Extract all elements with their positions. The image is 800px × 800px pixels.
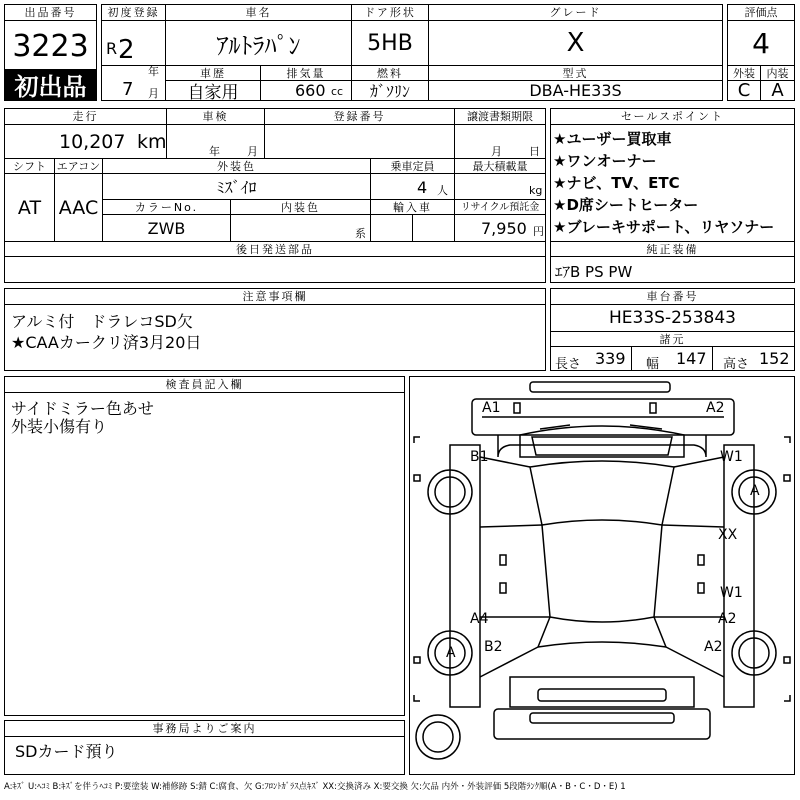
damage-label-a2-top: A2 (706, 400, 725, 416)
transfer-header: 譲渡書類期限 (455, 109, 545, 125)
transfer-month-unit: 月 (491, 145, 502, 158)
office-box (4, 720, 405, 775)
model-header: 型式 (429, 65, 722, 81)
inspector-box (4, 376, 405, 716)
sales-point-item: ★D席シートヒーター (553, 196, 699, 214)
length-value: 339 (595, 349, 626, 368)
shift: AT (5, 174, 55, 241)
capacity-unit: 人 (437, 184, 448, 197)
middle-grid (4, 108, 546, 283)
height-value: 152 (759, 349, 790, 368)
door-header: ドア形状 (352, 5, 429, 21)
capacity-cell (371, 174, 455, 199)
height-cell (713, 347, 794, 370)
import-header: 輸入車 (371, 199, 455, 215)
reg-header: 初度登録 (102, 5, 166, 21)
int-color-cell (231, 215, 371, 241)
disp-header: 排気量 (261, 65, 352, 81)
damage-label-w1-top: W1 (720, 449, 743, 465)
regno-header: 登録番号 (265, 109, 455, 125)
damage-label-a-right: A (750, 483, 760, 499)
recycle-header: リサイクル預託金 (455, 199, 545, 215)
int-color-header: 内装色 (231, 199, 371, 215)
damage-label-b1: B1 (470, 449, 489, 465)
lot-number: 3223 (12, 28, 89, 64)
mileage-header: 走行 (5, 109, 167, 125)
damage-label-a2-bottom: A2 (704, 639, 723, 655)
era: R (106, 39, 118, 58)
load-unit: kg (529, 184, 543, 197)
regno-cell (265, 125, 455, 158)
sales-point-item: ★ブレーキサポート、リヤソナー (553, 218, 775, 236)
spec-header: 諸元 (551, 331, 794, 347)
shift-header: シフト (5, 158, 55, 174)
length-label: 長さ (555, 357, 582, 372)
top-grid (101, 4, 723, 101)
ac: AAC (55, 174, 103, 241)
height-label: 高さ (723, 357, 750, 372)
sales-point-item: ★ナビ、TV、ETC (553, 174, 680, 192)
damage-label-a4: A4 (470, 611, 489, 627)
history-header: 車歴 (166, 65, 261, 81)
width-value: 147 (676, 349, 707, 368)
ext-grade: C (728, 81, 761, 100)
chassis-header: 車台番号 (551, 289, 794, 305)
grade-header: グレード (429, 5, 722, 21)
score-box (727, 4, 795, 101)
inspection-cell (167, 125, 265, 158)
reg-month: 7 (122, 79, 134, 100)
car-diagram (410, 377, 794, 774)
length-cell (551, 347, 632, 370)
mileage-cell (5, 125, 167, 158)
recycle-cell (455, 215, 545, 241)
reg-cell (102, 21, 166, 100)
damage-label-a-left: A (446, 645, 456, 661)
damage-label-w1-mid: W1 (720, 585, 743, 601)
name-header: 車名 (166, 5, 352, 21)
ext-color-header: 外装色 (103, 158, 371, 174)
int-header: 内装 (761, 65, 794, 81)
history: 自家用 (166, 81, 261, 100)
car-name: ｱﾙﾄﾗﾊﾟﾝ (166, 21, 352, 65)
reg-year: 2 (118, 35, 135, 65)
equipment-header: 純正装備 (551, 241, 794, 257)
inspection-header: 車検 (167, 109, 265, 125)
chassis-number: HE33S-253843 (609, 308, 736, 328)
sales-points-header: セールスポイント (551, 109, 794, 125)
grade: X (566, 28, 585, 58)
displacement-cell (261, 81, 352, 100)
score-header: 評価点 (728, 5, 794, 21)
fuel-header: 燃料 (352, 65, 429, 81)
import-cell (371, 215, 455, 241)
notes-line-1: アルミ付 ドラレコSD欠 (11, 312, 193, 331)
color-no-header: カラーNo. (103, 199, 231, 215)
width-cell (632, 347, 713, 370)
capacity: 4 (417, 178, 428, 197)
lot-box (4, 4, 97, 101)
width-label: 幅 (646, 357, 660, 372)
fuel: ｶﾞｿﾘﾝ (352, 81, 429, 100)
damage-label-a1: A1 (482, 400, 501, 416)
sales-point-item: ★ユーザー買取車 (553, 130, 672, 148)
first-listing-badge: 初出品 (5, 69, 96, 100)
recycle: 7,950 (481, 219, 527, 238)
office-note: SDカード預り (15, 742, 118, 761)
color-no: ZWB (103, 215, 231, 241)
mileage: 10,207 (59, 131, 126, 153)
month-unit: 月 (148, 87, 159, 100)
int-grade: A (771, 80, 784, 101)
office-header: 事務局よりご案内 (5, 721, 404, 737)
mileage-unit: km (137, 131, 167, 153)
inspector-line-2: 外装小傷有り (11, 417, 108, 436)
ext-color: ﾐｽﾞｲﾛ (103, 174, 371, 199)
damage-label-b2: B2 (484, 639, 503, 655)
capacity-header: 乗車定員 (371, 158, 455, 174)
year-unit: 年 (148, 65, 159, 78)
sales-point-item: ★ワンオーナー (553, 152, 657, 170)
transfer-cell (455, 125, 545, 158)
chassis-box (550, 288, 795, 371)
load-cell (455, 174, 545, 199)
damage-label-xx: XX (718, 527, 738, 543)
ext-header: 外装 (728, 65, 761, 81)
int-color-unit: 系 (355, 227, 366, 240)
score: 4 (752, 26, 770, 60)
recycle-unit: 円 (533, 225, 544, 238)
load-header: 最大積載量 (455, 158, 545, 174)
later-parts-value (5, 257, 545, 282)
transfer-day-unit: 日 (529, 145, 540, 158)
inspector-header: 検査員記入欄 (5, 377, 404, 393)
notes-box (4, 288, 546, 371)
disp-unit: cc (331, 85, 344, 98)
sales-points-list (553, 128, 794, 238)
insp-month-unit: 月 (247, 145, 258, 158)
notes-line-2: ★CAAカークリ済3月20日 (11, 333, 202, 352)
legend: A:ｷｽﾞ U:ﾍｺﾐ B:ｷｽﾞを伴うﾍｺﾐ P:要塗装 W:補修跡 S:錆 C:腐食、欠 G:ﾌﾛﾝﾄｶﾞﾗｽ点ｷｽﾞ XX:交換済み X:要交換 欠:欠品 内外・外装評価 5段階ﾗﾝｸ順(A・B・C・D・E) 1 (4, 782, 626, 792)
lot-header: 出品番号 (5, 5, 96, 21)
damage-diagram-box (409, 376, 795, 775)
damage-label-a2-mid: A2 (718, 611, 737, 627)
insp-year-unit: 年 (209, 145, 220, 158)
inspector-line-1: サイドミラー色あせ (11, 399, 154, 418)
ac-header: エアコン (55, 158, 103, 174)
displacement: 660 (295, 81, 326, 100)
notes-header: 注意事項欄 (5, 289, 545, 305)
door-type: 5HB (352, 21, 429, 65)
model: DBA-HE33S (529, 81, 622, 100)
later-parts-header: 後日発送部品 (5, 241, 545, 257)
sales-points-box (550, 108, 795, 283)
equipment-value: ｴｱB PS PW (555, 263, 633, 281)
